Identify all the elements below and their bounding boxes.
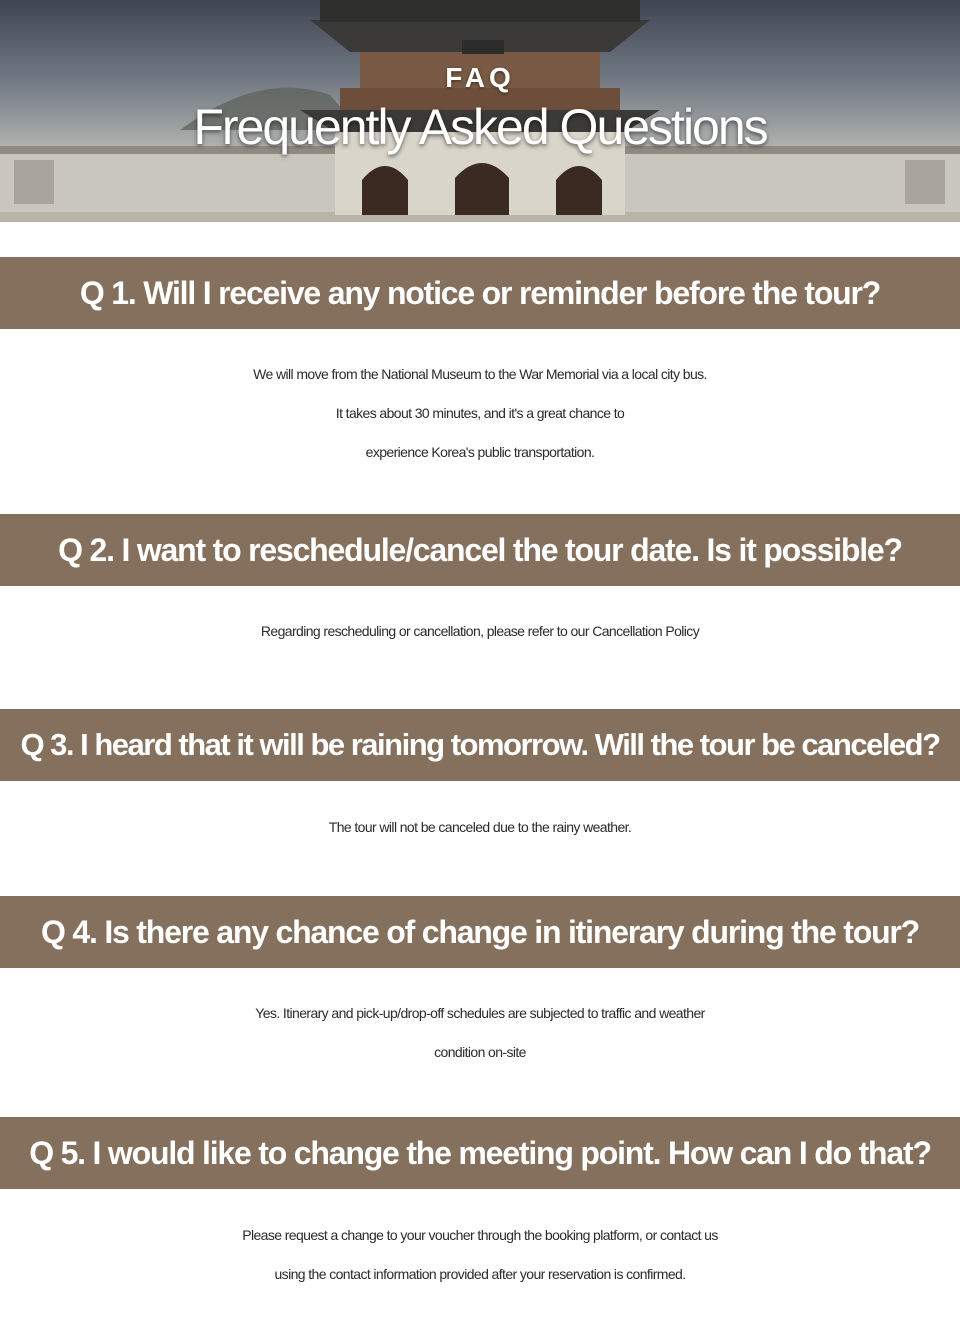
faq-question-5: Q 5. I would like to change the meeting point. How can I do that? [0,1117,960,1189]
faq-answer-1-line-2: It takes about 30 minutes, and it's a great chance to [335,405,625,421]
faq-answer-1 [0,355,960,472]
faq-answer-4 [0,994,960,1072]
faq-kicker: FAQ [445,62,515,93]
faq-answer-3 [0,808,960,847]
faq-answer-1-line-1: We will move from the National Museum to the War Memorial via a local city bus. [253,366,707,382]
faq-answer-5-line-1: Please request a change to your voucher through the booking platform, or contact us [242,1227,718,1243]
faq-answer-5 [0,1216,960,1294]
faq-answer-2 [0,612,960,651]
faq-answer-4-line-2: condition on-site [434,1044,526,1060]
faq-question-3: Q 3. I heard that it will be raining tomorrow. Will the tour be canceled? [0,709,960,781]
faq-answer-4-line-1: Yes. Itinerary and pick-up/drop-off schedules are subjected to traffic and weather [255,1005,705,1021]
hero-banner [0,0,960,222]
faq-answer-2-line-1: Regarding rescheduling or cancellation, please refer to our Cancellation Policy [260,623,700,639]
faq-question-1: Q 1. Will I receive any notice or reminder before the tour? [0,257,960,329]
faq-answer-3-line-1: The tour will not be canceled due to the rainy weather. [328,819,632,835]
faq-question-2: Q 2. I want to reschedule/cancel the tour date. Is it possible? [0,514,960,586]
page-title: Frequently Asked Questions [193,99,767,155]
faq-answer-5-line-2: using the contact information provided after your reservation is confirmed. [274,1266,686,1282]
faq-answer-1-line-3: experience Korea's public transportation. [365,444,595,460]
faq-question-4: Q 4. Is there any chance of change in itinerary during the tour? [0,896,960,968]
